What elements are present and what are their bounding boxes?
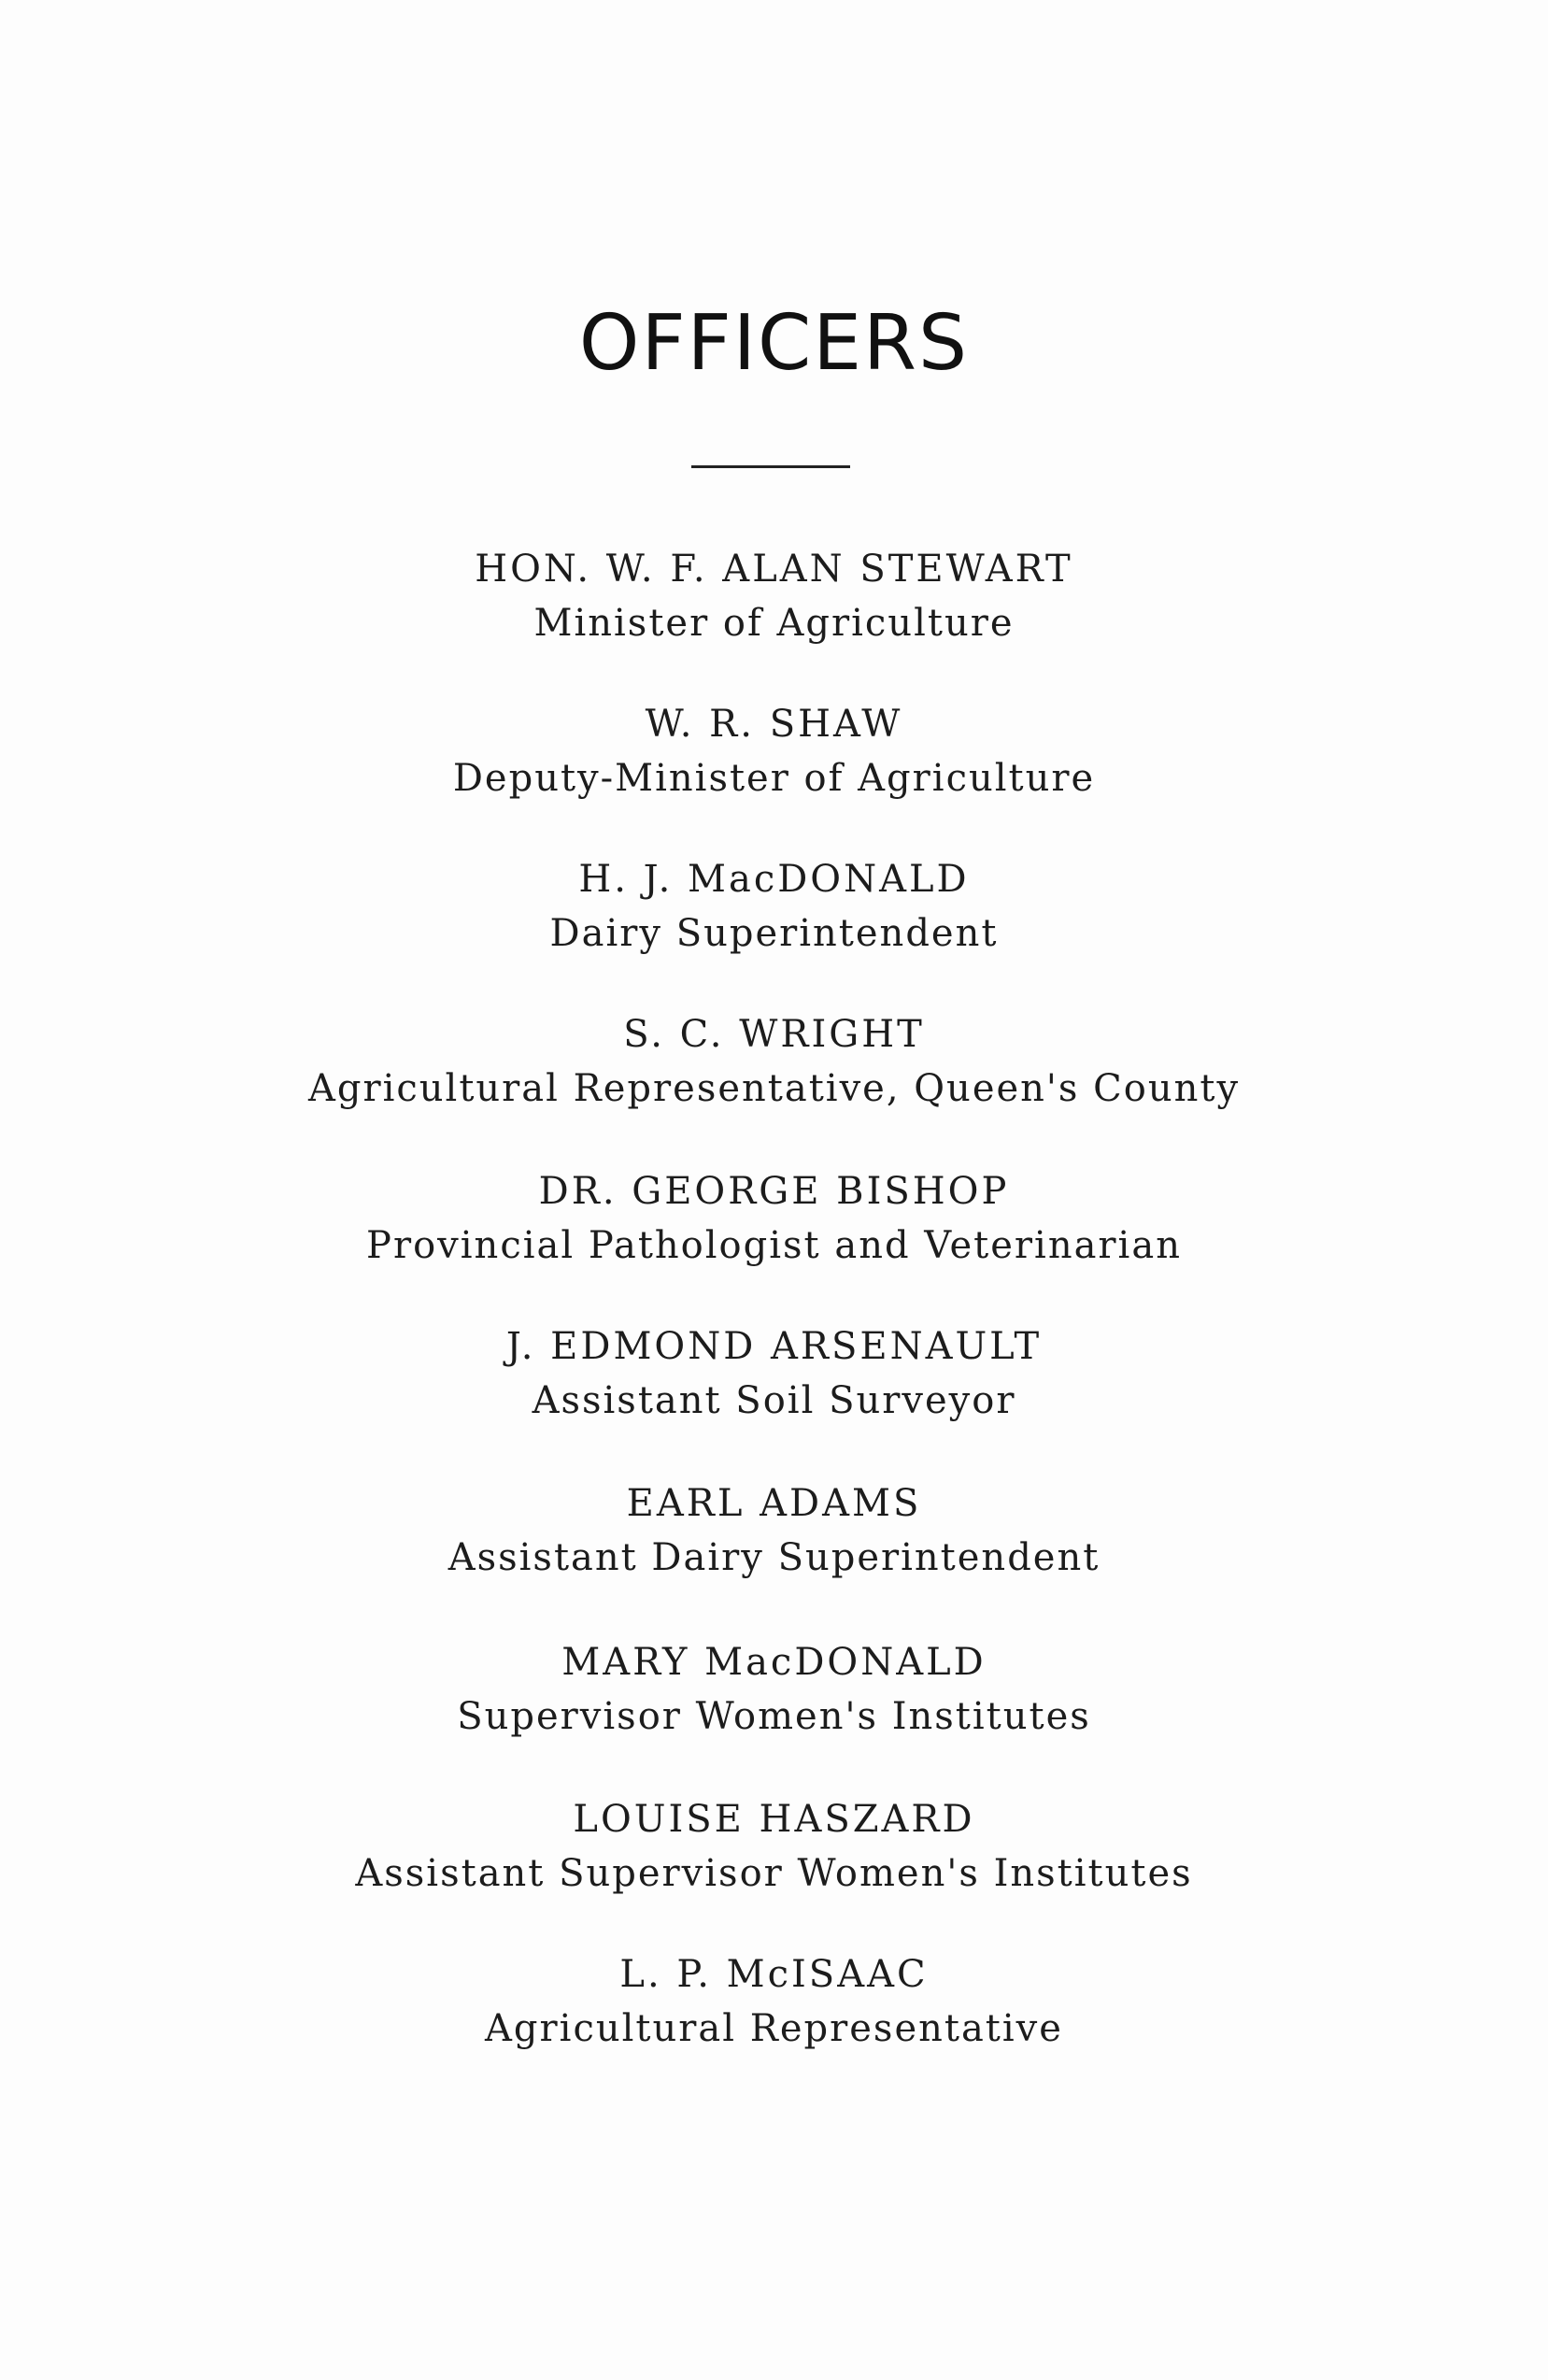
- officer-entry: [0, 1319, 1548, 1428]
- officer-entry: [0, 1792, 1548, 1901]
- officer-name: S. C. WRIGHT: [623, 1013, 925, 1056]
- officer-entry: [0, 852, 1548, 961]
- officer-entry: [0, 1947, 1548, 2056]
- officer-name: L. P. McISAAC: [619, 1953, 929, 1996]
- officer-entry: [0, 542, 1548, 650]
- officer-name: LOUISE HASZARD: [573, 1798, 975, 1841]
- officer-name: H. J. MacDONALD: [578, 858, 970, 901]
- officer-role: Agricultural Representative, Queen's County: [307, 1067, 1241, 1110]
- officer-entry: [0, 1164, 1548, 1273]
- officer-entry: [0, 697, 1548, 805]
- officer-name: W. R. SHAW: [645, 703, 903, 746]
- officer-entry: [0, 1635, 1548, 1744]
- officer-role: Assistant Soil Surveyor: [532, 1379, 1016, 1422]
- officer-entry: [0, 1007, 1548, 1116]
- officer-role: Assistant Supervisor Women's Institutes: [355, 1852, 1193, 1895]
- officer-role: Minister of Agriculture: [533, 602, 1015, 645]
- officer-name: EARL ADAMS: [626, 1482, 922, 1525]
- title-divider: [691, 465, 850, 468]
- officer-name: MARY MacDONALD: [561, 1641, 987, 1684]
- page-title: OFFICERS: [578, 299, 970, 388]
- officer-role: Deputy-Minister of Agriculture: [452, 757, 1096, 800]
- officer-name: HON. W. F. ALAN STEWART: [475, 548, 1073, 591]
- officer-entry: [0, 1476, 1548, 1585]
- officer-name: J. EDMOND ARSENAULT: [505, 1325, 1043, 1368]
- officer-role: Provincial Pathologist and Veterinarian: [366, 1224, 1182, 1267]
- officer-role: Assistant Dairy Superintendent: [447, 1536, 1101, 1579]
- officer-name: DR. GEORGE BISHOP: [538, 1170, 1010, 1213]
- officer-role: Supervisor Women's Institutes: [457, 1695, 1091, 1738]
- officer-role: Agricultural Representative: [485, 2007, 1063, 2050]
- officer-role: Dairy Superintendent: [549, 912, 999, 955]
